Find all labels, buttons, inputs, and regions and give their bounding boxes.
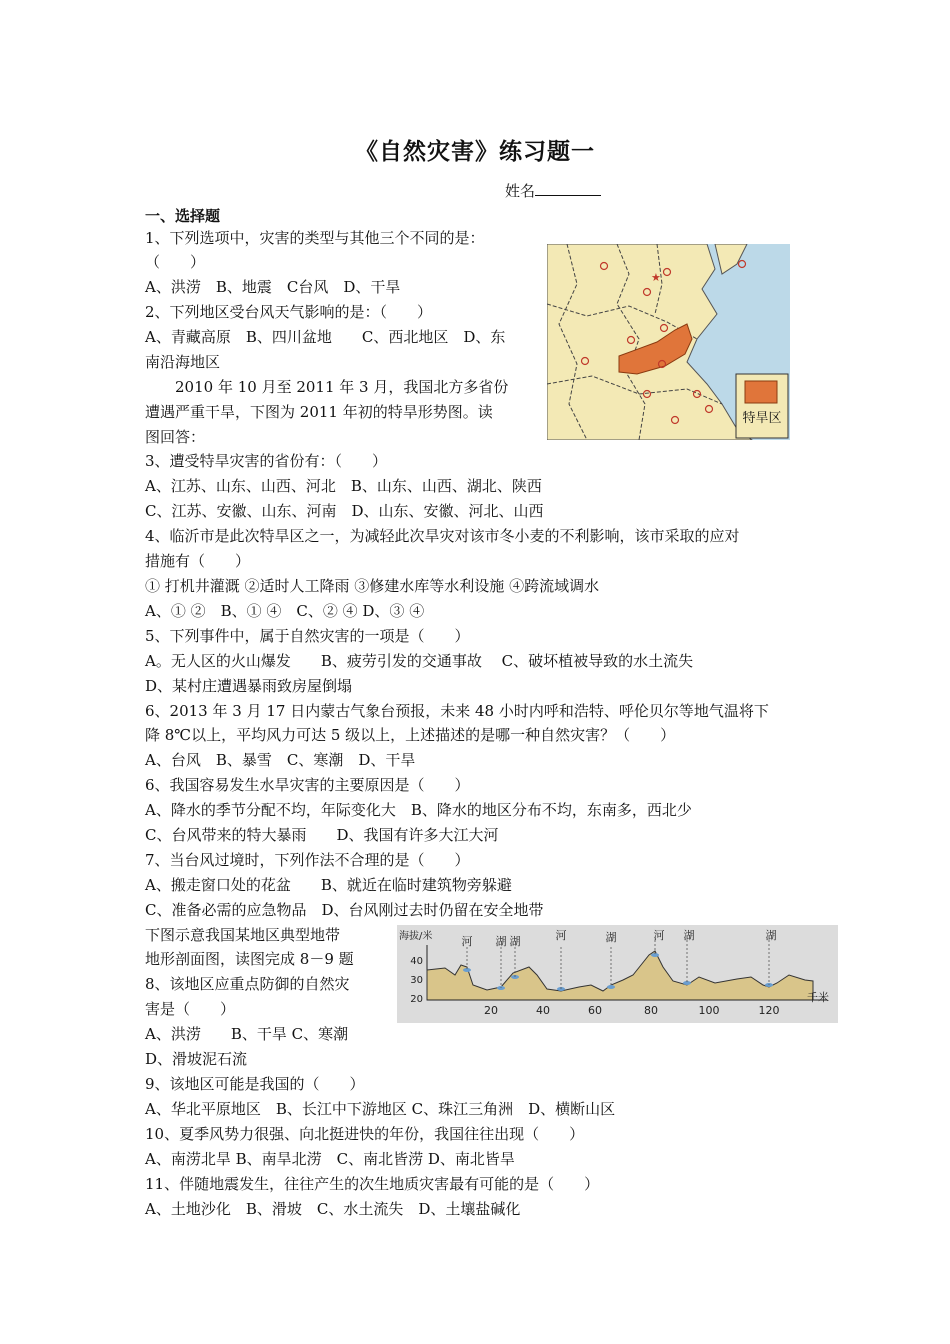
question-line: A、台风 B、暴雪 C、寒潮 D、干旱: [145, 751, 416, 769]
question-line: A、华北平原地区 B、长江中下游地区 C、珠江三角洲 D、横断山区: [145, 1100, 616, 1118]
question-line: D、某村庄遭遇暴雨致房屋倒塌: [145, 677, 353, 695]
terrain-profile: [397, 925, 838, 1023]
question-line: 5、下列事件中，属于自然灾害的一项是（ ）: [145, 627, 470, 645]
question-line: 11、伴随地震发生，往往产生的次生地质灾害最有可能的是（ ）: [145, 1175, 600, 1193]
question-line: 害是（ ）: [145, 1000, 236, 1018]
question-line: 降 8℃以上，平均风力可达 5 级以上，上述描述的是哪一种自然灾害？（ ）: [145, 726, 676, 744]
question-line: A、青藏高原 B、四川盆地 C、西北地区 D、东: [145, 328, 506, 346]
question-line: 3、遭受特旱灾害的省份有：（ ）: [145, 452, 388, 470]
x-tick: 120: [758, 1004, 780, 1017]
question-line: 9、该地区可能是我国的（ ）: [145, 1075, 365, 1093]
question-line: D、滑坡泥石流: [145, 1050, 248, 1068]
question-line: 2、下列地区受台风天气影响的是：（ ）: [145, 303, 433, 321]
x-tick: 20: [484, 1004, 498, 1017]
question-line: A、江苏、山东、山西、河北 B、山东、山西、湖北、陕西: [145, 477, 542, 495]
x-tick: 100: [698, 1004, 720, 1017]
y-tick: 40: [410, 956, 423, 967]
name-blank[interactable]: [535, 181, 601, 196]
feature-label: 河: [555, 929, 567, 942]
feature-label: 河: [653, 929, 665, 942]
question-line: 4、临沂市是此次特旱区之一，为减轻此次旱灾对该市冬小麦的不利影响，该市采取的应对: [145, 527, 740, 545]
x-tick: 40: [536, 1004, 550, 1017]
page-title: 《自然灾害》练习题一: [355, 138, 595, 165]
profile-ylabel: 海拔/米: [399, 931, 433, 942]
y-tick: 20: [410, 994, 423, 1005]
question-line: A、降水的季节分配不均，年际变化大 B、降水的地区分布不均，东南多，西北少: [145, 801, 692, 819]
feature-label: 河: [461, 935, 473, 948]
feature-label: 湖: [765, 929, 777, 942]
question-line: A、洪涝 B、干旱 C、寒潮: [145, 1025, 349, 1043]
question-line: 8、该地区应重点防御的自然灾: [145, 975, 350, 993]
question-line: C、准备必需的应急物品 D、台风刚过去时仍留在安全地带: [145, 901, 544, 919]
question-line: A、土地沙化 B、滑坡 C、水土流失 D、土壤盐碱化: [145, 1200, 521, 1218]
question-line: C、江苏、安徽、山东、河南 D、山东、安徽、河北、山西: [145, 502, 544, 520]
feature-label: 湖: [495, 935, 507, 948]
question-line: 1、下列选项中，灾害的类型与其他三个不同的是：: [145, 229, 485, 247]
question-line: C、台风带来的特大暴雨 D、我国有许多大江大河: [145, 826, 499, 844]
question-line: 6、我国容易发生水旱灾害的主要原因是（ ）: [145, 776, 470, 794]
question-line: A、① ② B、① ④ C、② ④ D、③ ④: [145, 602, 425, 620]
question-line: 遭遇严重干旱，下图为 2011 年初的特旱形势图。读: [145, 403, 493, 421]
svg-text:★: ★: [651, 271, 661, 284]
x-tick: 60: [588, 1004, 602, 1017]
question-line: 10、夏季风势力很强、向北挺进快的年份，我国往往出现（ ）: [145, 1125, 585, 1143]
feature-label: 湖: [605, 931, 617, 944]
feature-label: 湖: [683, 929, 695, 942]
question-line: A。无人区的火山爆发 B、疲劳引发的交通事故 C、破坏植被导致的水土流失: [145, 652, 694, 670]
question-line: ① 打机井灌溉 ②适时人工降雨 ③修建水库等水利设施 ④跨流域调水: [145, 577, 600, 595]
question-line: 6、2013 年 3 月 17 日内蒙古气象台预报，未来 48 小时内呼和浩特、呼伦贝尔等地气温将下: [145, 702, 769, 720]
question-line: 2010 年 10 月至 2011 年 3 月，我国北方多省份: [145, 378, 509, 396]
question-line: 7、当台风过境时，下列作法不合理的是（ ）: [145, 851, 470, 869]
question-line: （ ）: [145, 253, 206, 271]
x-tick: 80: [644, 1004, 658, 1017]
x-unit: 千米: [807, 991, 829, 1004]
section-title: 一、选择题: [145, 207, 221, 225]
drought-map: [547, 244, 790, 440]
question-line: 南沿海地区: [145, 353, 221, 371]
feature-label: 湖: [509, 935, 521, 948]
question-line: 地形剖面图，读图完成 8－9 题: [145, 950, 354, 968]
name-label: 姓名: [505, 182, 536, 200]
question-line: 图回答：: [145, 428, 206, 446]
name-field: [505, 180, 601, 201]
question-line: A、搬走窗口处的花盆 B、就近在临时建筑物旁躲避: [145, 876, 512, 894]
question-line: 下图示意我国某地区典型地带: [145, 926, 341, 944]
y-tick: 30: [410, 975, 423, 986]
question-line: A、洪涝 B、地震 C台风 D、干旱: [145, 278, 401, 296]
map-legend-label: 特旱区: [742, 411, 782, 426]
question-line: 措施有（ ）: [145, 552, 251, 570]
question-line: A、南涝北旱 B、南旱北涝 C、南北皆涝 D、南北皆旱: [145, 1150, 515, 1168]
